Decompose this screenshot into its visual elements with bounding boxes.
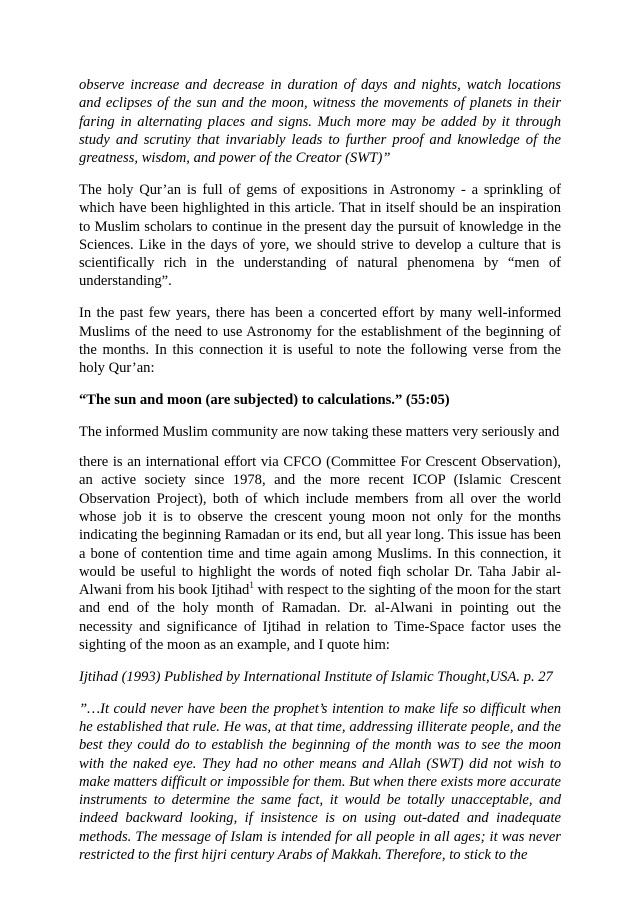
astronomy-effort-paragraph: In the past few years, there has been a concerted effort by many well-informed Muslims of the need to use Astronomy for the establishment of the beginning of the months. In this connection it is useful to note the following verse from the holy Qur’an: xyxy=(79,305,561,377)
cfco-text-after-footnote: with respect to the sighting of the moon for the start and end of the holy month of Ramadan. Dr. al-Alwani in pointing out the necessity and significance of Ijtihad in relation to Time-Space factor uses the sighting of the moon as an example, and I quote him: xyxy=(79,582,561,654)
footnote-marker: 1 xyxy=(249,580,254,591)
quran-verse-quote: “The sun and moon (are subjected) to calculations.” (55:05) xyxy=(79,391,450,408)
document-page xyxy=(79,76,561,878)
al-alwani-quote-paragraph: ”…It could never have been the prophet’s intention to make life so difficult when he established that rule. He was, at that time, addressing illiterate people, and the best they could do to establish the beginning of the month was to see the moon with the naked eye. They had no other means and Allah (SWT) did not wish to make matters difficult or impossible for them. But when there exists more accurate instruments to determine the same fact, it would be totally unacceptable, and indeed backward looking, if insistence is on using out-dated and inadequate methods. The message of Islam is intended for all people in all ages; it was never restricted to the first hijri century Arabs of Makkah. Therefore, to stick to the xyxy=(79,700,561,863)
community-paragraph: The informed Muslim community are now taking these matters very seriously and xyxy=(79,423,560,440)
cfco-icop-paragraph xyxy=(79,453,561,654)
quote-continuation-paragraph: observe increase and decrease in duration of days and nights, watch locations and eclipses of the sun and the moon, witness the movements of planets in their faring in alternating places and signs. Much more may be added by it through study and scrutiny that invariably leads to further proof and knowledge of the greatness, wisdom, and power of the Creator (SWT)” xyxy=(79,77,561,167)
footnote-citation: Ijtihad (1993) Published by International Institute of Islamic Thought,USA. p. 27 xyxy=(79,668,553,685)
quran-astronomy-paragraph: The holy Qur’an is full of gems of expositions in Astronomy - a sprinkling of which have been highlighted in this article. That in itself should be an inspiration to Muslim scholars to continue in the present day the pursuit of knowledge in the Sciences. Like in the days of yore, we should strive to develop a culture that is scientifically rich in the understanding of natural phenomena by “men of understanding”. xyxy=(79,181,561,290)
cfco-text-before-footnote: there is an international effort via CFCO (Committee For Crescent Observation), an active society since 1978, and the more recent ICOP (Islamic Crescent Observation Project), both of which include members from all over the world whose job it is to observe the crescent young moon not only for the months indicating the beginning Ramadan or its end, but all year long. This issue has been a bone of contention time and time again among Muslims. In this connection, it would be useful to highlight the words of noted fiqh scholar Dr. Taha Jabir al-Alwani from his book Ijtihad xyxy=(79,454,561,599)
